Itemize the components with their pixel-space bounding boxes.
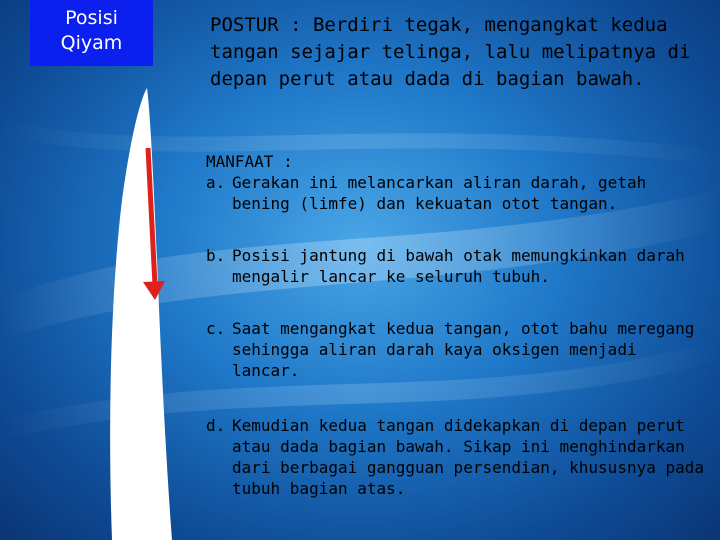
benefit-text: Saat mengangkat kedua tangan, otot bahu meregang sehingga aliran darah kaya oksigen menjadi lancar. bbox=[232, 319, 695, 380]
benefit-text: Kemudian kedua tangan didekapkan di depan perut atau dada bagian bawah. Sikap ini menghindarkan dari berbagai gangguan persendian, khususnya pada tubuh bagian atas. bbox=[232, 416, 705, 498]
benefit-item bbox=[206, 415, 706, 499]
posture-description: POSTUR : Berdiri tegak, mengangkat kedua tangan sejajar telinga, lalu melipatnya di depan perut atau dada di bagian bawah. bbox=[210, 14, 691, 90]
benefit-text: Posisi jantung di bawah otak memungkinkan darah mengalir lancar ke seluruh tubuh. bbox=[232, 246, 685, 286]
benefit-item bbox=[206, 172, 706, 214]
title-line-2: Qiyam bbox=[60, 32, 123, 54]
benefit-label: d. bbox=[206, 416, 226, 435]
benefit-item bbox=[206, 318, 706, 381]
benefit-text: Gerakan ini melancarkan aliran darah, getah bening (limfe) dan kekuatan otot tangan. bbox=[232, 173, 647, 213]
benefits-heading: MANFAAT : bbox=[206, 152, 293, 171]
benefits-section bbox=[206, 151, 706, 498]
benefit-item bbox=[206, 245, 706, 287]
title-line-1: Posisi bbox=[65, 7, 118, 29]
benefit-label: a. bbox=[206, 173, 226, 192]
benefit-label: c. bbox=[206, 319, 226, 338]
standing-figure-silhouette bbox=[110, 88, 172, 540]
benefit-label: b. bbox=[206, 246, 226, 265]
